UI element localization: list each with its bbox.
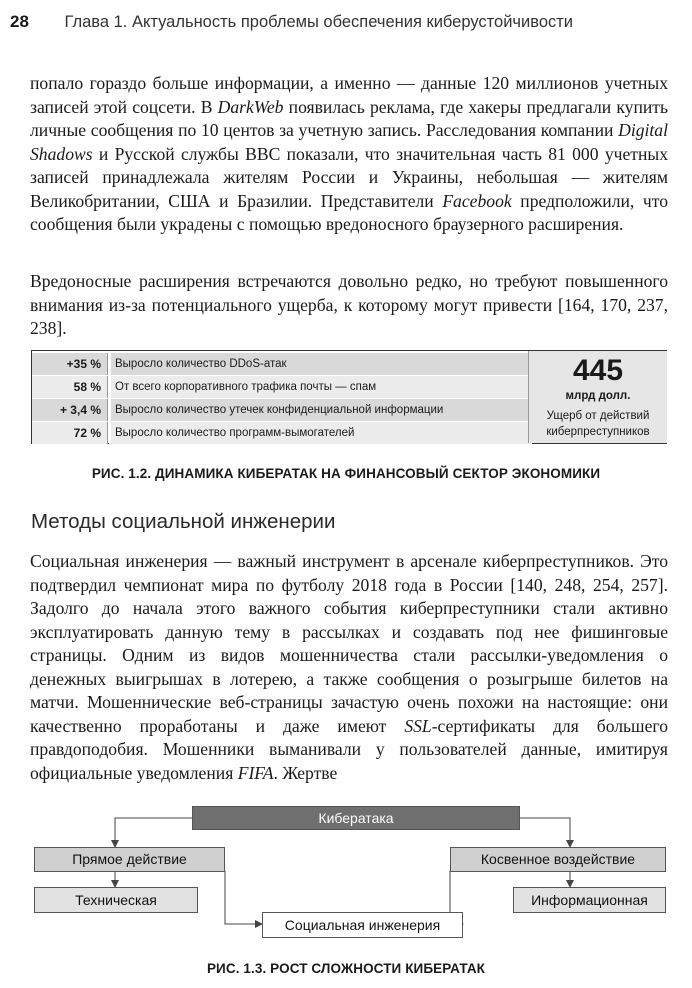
stat-row [32,376,532,398]
node-cyberattack: Кибератака [192,806,520,830]
italic-term: Digital Shadows [30,120,668,164]
damage-caption: Ущерб от действий киберпреступников [546,410,650,438]
damage-unit: млрд долл. [565,390,631,402]
italic-term: FIFA [237,762,274,783]
figure-1-2-caption: РИС. 1.2. ДИНАМИКА КИБЕРАТАК НА ФИНАНСОВЫЙ СЕКТОР ЭКОНОМИКИ [91,466,601,481]
text-span: и Русской службы BBC показали, что значительная часть 81 000 учетных записей принадлежала жителям России и Украины, небольшая — жителям Великобритании, США и Бразилии. Представители [30,143,668,211]
node-social-engineering: Социальная инженерия [262,912,463,938]
node-direct-action: Прямое действие [34,847,225,872]
connector-root-to-indirect [520,818,570,847]
text-span: Социальная инженерия — важный инструмент в арсенале киберпреступников. Это подтвердил чемпионат мира по футболу 2018 года в России [140, 248, 254, 257]. Задолго до начала этого важного события киберпреступники стали активно эксплуатировать данную тему в рассылках и создавать под нее фишинговые страницы. Одним из видов мошенничества стали рассылки-уведомления о денежных выигрышах в лотерею, а также сообщения о розыгрыше билетов на матчи. Мошеннические веб-страницы зачастую очень похожи на настоящие: они качественно проработаны и даже имеют [30,551,668,736]
text-span: -сертификаты для большего правдоподобия. Мошенники выманивали у пользователей данные, имитируя официальные уведомления [30,715,668,783]
text-span: попало гораздо больше информации, а именно — данные 120 миллионов учетных записей этой соцсети. В [30,73,668,117]
node-indirect-action: Косвенное воздействие [450,847,666,872]
italic-term: Facebook [442,190,512,211]
italic-term: SSL [404,715,432,736]
connector-direct-to-social [225,871,262,924]
running-head: Глава 1. Актуальность проблемы обеспечения киберустойчивости [64,13,574,31]
stat-description: От всего корпоративного трафика почты — спам [109,376,532,398]
stat-row [32,399,532,421]
figure-1-3-caption: РИС. 1.3. РОСТ СЛОЖНОСТИ КИБЕРАТАК [206,961,486,976]
text-span: . Жертве [273,762,338,783]
stat-row [32,353,532,375]
connector-root-to-direct [115,818,192,847]
node-technical: Техническая [34,887,198,913]
text-span: предположили, что сообщения были украдены с помощью вредоносного браузерного расширения. [30,190,668,234]
node-informational: Информационная [513,887,666,913]
damage-amount: 445 [572,354,624,387]
stat-row [32,422,532,444]
paragraph-2: Вредоносные расширения встречаются довольно редко, но требуют повышенного внимания из-за потенциального ущерба, к которому могут привести [164, 170, 237, 238]. [30,271,668,338]
stat-value: 58 % [32,376,108,398]
text-span: появилась реклама, где хакеры предлагали купить личные сообщения по 10 центов за учетную запись. Расследования компании [30,96,668,140]
paragraph-1 [30,72,668,237]
page-number: 28 [10,12,29,31]
stat-description: Выросло количество программ-вымогателей [109,422,532,444]
section-title: Методы социальной инженерии [31,510,336,533]
stat-value: 72 % [32,422,108,444]
damage-summary [528,351,667,443]
figure-1-2-infographic [31,350,667,444]
page-header [10,12,573,32]
stat-description: Выросло количество утечек конфиденциальной информации [109,399,532,421]
stat-description: Выросло количество DDoS-атак [109,353,532,375]
stats-rows [32,353,532,445]
figure-1-3-diagram [0,796,692,946]
paragraph-3 [30,550,668,785]
stat-value: + 3,4 % [32,399,108,421]
italic-term: DarkWeb [217,96,284,117]
stat-value: +35 % [32,353,108,375]
